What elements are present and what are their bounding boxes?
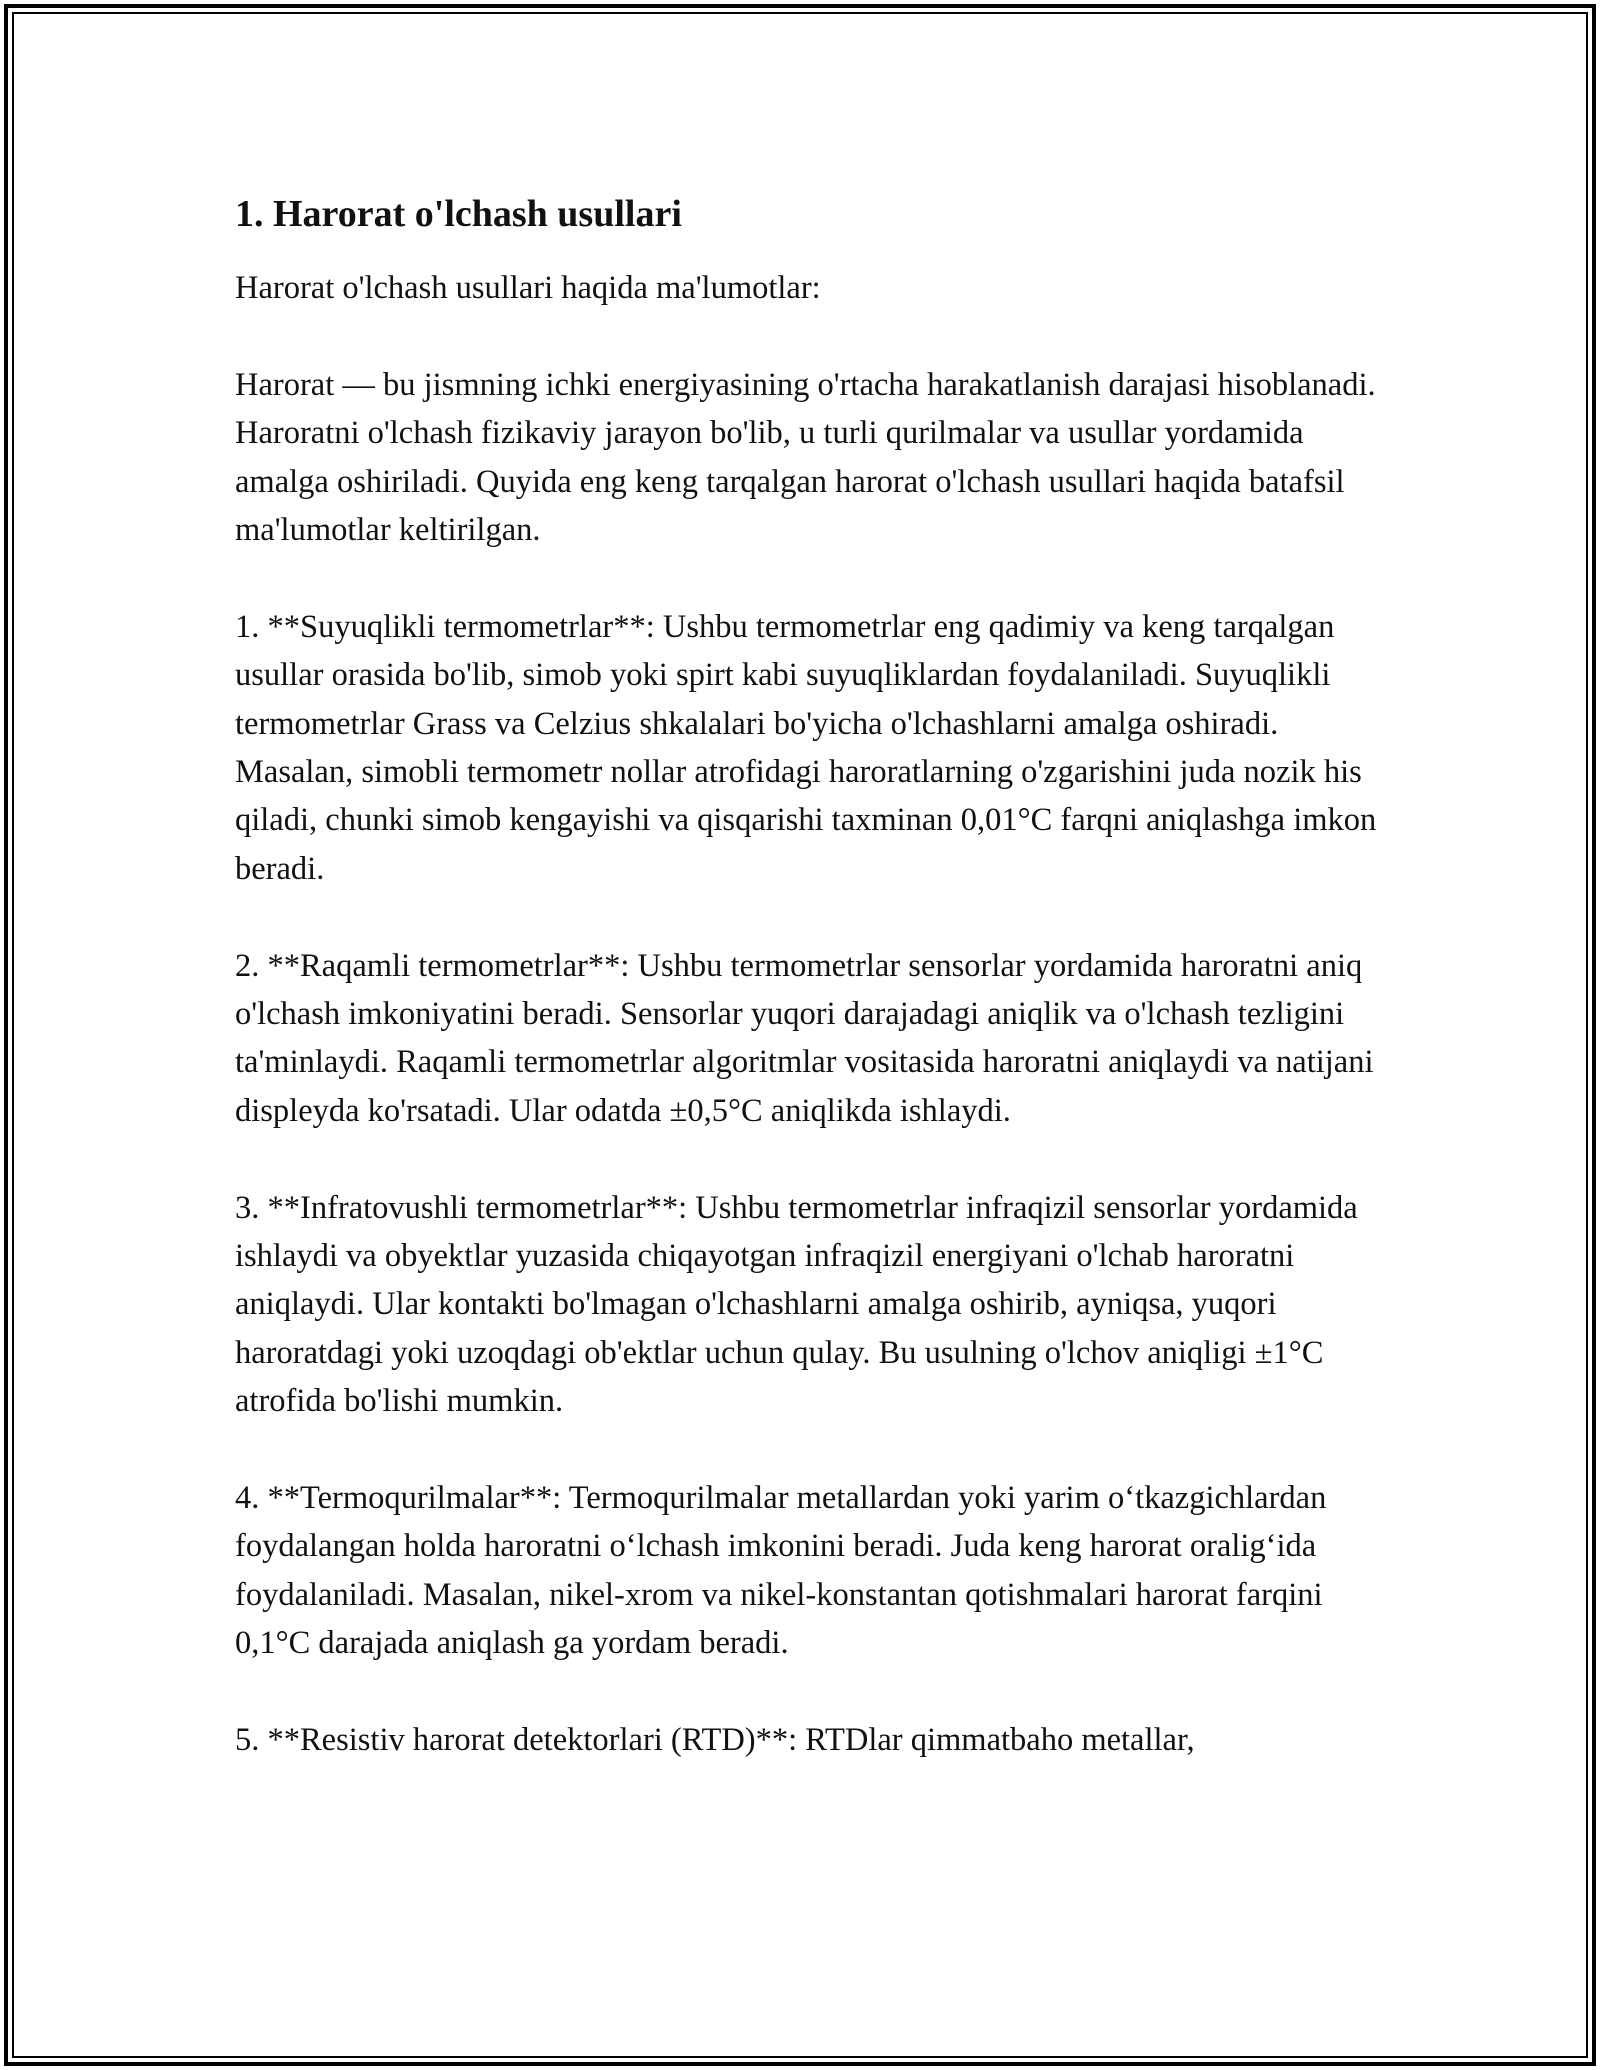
paragraph-infrared-thermometers: 3. **Infratovushli termometrlar**: Ushbu termometrlar infraqizil sensorlar yordamida ishlaydi va obyektlar yuzasida chiqayotgan infraqizil energiyani o'lchab haroratni aniqlaydi. Ular kontakti bo'lmagan o'lchashlarni amalga oshirib, ayniqsa, yuqori haroratdagi yoki uzoqdagi ob'ektlar uchun qulay. Bu usulning o'lchov aniqligi ±1°C atrofida bo'lishi mumkin. — [235, 1189, 1358, 1420]
document-body — [235, 186, 1385, 1813]
section-heading: 1. Harorat o'lchash usullari — [235, 193, 682, 235]
paragraph-digital-thermometers: 2. **Raqamli termometrlar**: Ushbu termometrlar sensorlar yordamida haroratni aniq o'lchash imkoniyatini beradi. Sensorlar yuqori darajadagi aniqlik va o'lchash tezligini ta'minlaydi. Raqamli termometrlar algoritmlar vositasida haroratni aniqlaydi va natijani displeyda ko'rsatadi. Ular odatda ±0,5°C aniqlikda ishlaydi. — [235, 947, 1374, 1129]
paragraph-definition: Harorat — bu jismning ichki energiyasining o'rtacha harakatlanish darajasi hisoblanadi. Haroratni o'lchash fizikaviy jarayon bo'lib, u turli qurilmalar va usullar yordamida amalga oshiriladi. Quyida eng keng tarqalgan harorat o'lchash usullari haqida batafsil ma'lumotlar keltirilgan. — [235, 366, 1376, 549]
intro-paragraph: Harorat o'lchash usullari haqida ma'lumotlar: — [235, 270, 821, 306]
paragraph-liquid-thermometers: 1. **Suyuqlikli termometrlar**: Ushbu termometrlar eng qadimiy va keng tarqalgan usullar orasida bo'lib, simob yoki spirt kabi suyuqliklardan foydalaniladi. Suyuqlikli termometrlar Grass va Celzius shkalalari bo'yicha o'lchashlarni amalga oshiradi. Masalan, simobli termometr nollar atrofidagi haroratlarning o'zgarishini juda nozik his qiladi, chunki simob kengayishi va qisqarishi taxminan 0,01°C farqni aniqlashga imkon beradi. — [235, 608, 1377, 887]
paragraph-thermocouples: 4. **Termoqurilmalar**: Termoqurilmalar metallardan yoki yarim o‘tkazgichlardan foydalangan holda haroratni o‘lchash imkonini beradi. Juda keng harorat oralig‘ida foydalaniladi. Masalan, nikel-xrom va nikel-konstantan qotishmalari harorat farqini 0,1°C darajada aniqlash ga yordam beradi. — [235, 1480, 1327, 1662]
paragraph-rtd: 5. **Resistiv harorat detektorlari (RTD)**: RTDlar qimmatbaho metallar, — [235, 1722, 1195, 1759]
